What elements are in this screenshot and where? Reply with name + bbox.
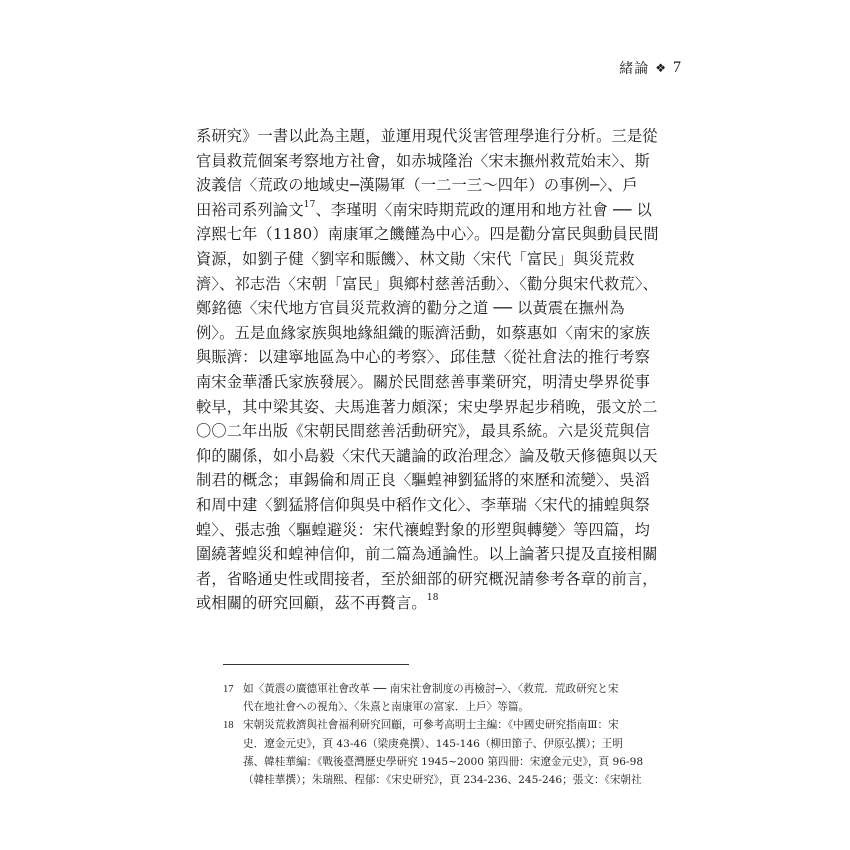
text-line: 鄭銘德〈宋代地方官員災荒救濟的勸分之道 ── 以黃震在撫州為: [196, 299, 625, 318]
page-number: 7: [673, 59, 682, 76]
text-line: 波義信〈荒政の地域史─漢陽軍（一二一三～四年）の事例─〉、戶: [196, 176, 638, 195]
text-line: 濟〉、祁志浩〈宋朝「富民」與鄉村慈善活動〉、〈勸分與宋代救荒〉、: [196, 274, 658, 293]
text-line: 較早，其中梁其姿、夫馬進著力頗深；宋史學界起步稍晚，張文於二: [196, 397, 658, 416]
text-line: [196, 198, 666, 223]
text-line: 仰的關係，如小島毅〈宋代天譴論的政治理念〉論及敬天修德與以天: [196, 446, 658, 465]
ornament-icon: ❖: [655, 61, 667, 75]
text-segment: 田裕司系列論文: [196, 200, 304, 219]
footnote-text: 史．遼金元史》，頁 43-46（梁庚堯撰）、145-146（柳田節子、伊原弘撰）；王明: [243, 737, 623, 750]
footnote-text: 宋朝災荒救濟與社會福利研究回顧，可參考高明士主編：《中國史研究指南Ⅲ：宋: [243, 719, 619, 732]
text-line: 與賑濟：以建寧地區為中心的考察〉、邱佳慧〈從社倉法的推行考察: [196, 348, 651, 367]
footnote-number: 17: [223, 684, 234, 695]
text-line: [196, 591, 666, 616]
footnote-line: [223, 735, 663, 753]
text-line: 蝗〉、張志強〈驅蝗避災：宋代禳蝗對象的形塑與轉變〉等四篇，均: [196, 520, 651, 539]
text-line: 制君的概念；車錫倫和周正良〈驅蝗神劉猛將的來歷和流變〉、吳滔: [196, 471, 651, 490]
footnote-line: [223, 680, 663, 698]
text-line: 淳熙七年（1180）南康軍之饑饉為中心〉。四是勸分富民與動員民間: [196, 225, 659, 244]
footnote-line: [223, 716, 663, 734]
footnote-line: [223, 753, 663, 771]
footnotes: [223, 680, 663, 789]
footnote-divider: [223, 664, 409, 665]
footnote-text: 如〈黃震の廣德軍社會改革 ── 南宋社會制度の再檢討─〉、〈救荒．荒政研究と宋: [243, 683, 619, 695]
footnote-17: [223, 680, 663, 716]
text-line: 例〉。五是血緣家族與地緣組織的賑濟活動，如蔡惠如〈南宋的家族: [196, 323, 651, 342]
text-line: 南宋金華潘氏家族發展〉。關於民間慈善事業研究，明清史學界從事: [196, 372, 651, 391]
text-line: 者，省略通史性或間接者，至於細部的研究概況請參考各章的前言，: [196, 569, 658, 588]
text-segment: 、李瑾明〈南宋時期荒政的運用和地方社會 ── 以: [315, 200, 653, 219]
main-text: [196, 124, 666, 616]
text-segment: 或相關的研究回顧，茲不再贅言。: [196, 594, 427, 613]
text-line: 和周中建〈劉猛將信仰與吳中稻作文化〉、李華瑞〈宋代的捕蝗與祭: [196, 495, 651, 514]
text-line: 圍繞著蝗災和蝗神信仰，前二篇為通論性。以上論著只提及直接相關: [196, 545, 658, 564]
footnote-number: 18: [223, 720, 234, 732]
running-head: [619, 58, 682, 78]
footnote-line: [223, 698, 663, 716]
footnote-18: [223, 716, 663, 789]
text-line: 〇〇二年出版《宋朝民間慈善活動研究》，最具系統。六是災荒與信: [196, 422, 651, 441]
footnote-ref[interactable]: 18: [426, 593, 439, 604]
footnote-ref[interactable]: 17: [303, 199, 316, 210]
footnote-text: （韓桂華撰）；朱瑞熙、程郁：《宋史研究》，頁 234-236、245-246；張文：《宋朝社: [243, 773, 642, 786]
footnote-text: 代在地社會への視角〉、〈朱熹と南康軍の富家．上戶〉等篇。: [243, 701, 530, 714]
text-line: 系研究》一書以此為主題，並運用現代災害管理學進行分析。三是從: [196, 127, 658, 145]
footnote-line: [223, 771, 663, 789]
footnote-text: 蓀、韓桂華編：《戰後臺灣歷史學研究 1945~2000 第四冊：宋遼金元史》，頁 96-98: [243, 755, 644, 768]
chapter-title: 緒論: [619, 61, 650, 77]
text-line: 官員救荒個案考察地方社會，如赤城隆治〈宋末撫州救荒始末〉、斯: [196, 151, 651, 170]
text-line: 資源，如劉子健〈劉宰和賑饑〉、林文勛〈宋代「富民」與災荒救: [196, 249, 635, 268]
